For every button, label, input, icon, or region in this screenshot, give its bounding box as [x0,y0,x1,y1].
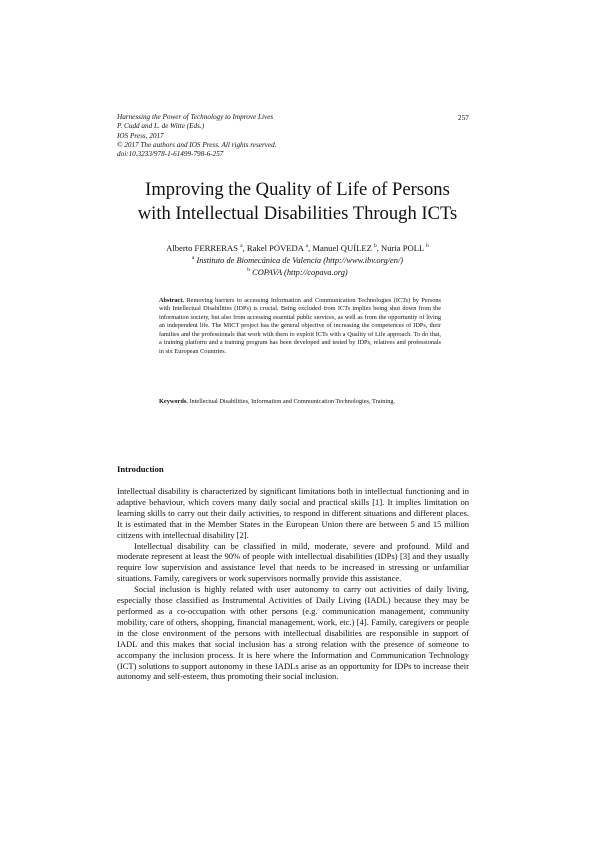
body-text [117,486,469,682]
title-line-2: with Intellectual Disabilities Through ICTs [137,203,458,224]
author-name: Manuel QUÍLEZ [312,242,372,253]
author-affiliation-mark: b [426,243,429,249]
publisher: IOS Press, 2017 [117,131,164,140]
paper-title [100,178,495,226]
paragraph: Intellectual disability can be classified in mild, moderate, severe and profound. Mild and moderate represent at least the 90% of people with intellectual disabilities (IDPs) [3] and they usually require low supervision and assistance level that needs to be increased in stressing or unfamiliar situations. Family, caregivers or work supervisors normally provide this assistance. [117,540,469,584]
page-number: 257 [457,113,469,122]
affiliation-text: COPAVA (http://copava.org) [252,267,348,277]
running-header [117,113,469,159]
abstract-label: Abstract. [159,297,185,304]
keywords [159,398,441,406]
keywords-text: Intellectual Disabilities, Information and Communication Technologies, Training. [189,398,396,405]
author-affiliation-mark: b [374,243,377,249]
affiliation [100,264,495,279]
author-affiliation-mark: a [240,243,243,249]
section-heading: Introduction [117,464,164,474]
author-name: Alberto FERRERAS [166,242,239,253]
paragraph: Intellectual disability is characterized by significant limitations both in intellectual functioning and in adaptive behaviour, which covers many daily social and practical skills [1]. It implies limitation on learning skills to carry out their daily activities, to respond in different situations and different places. It is estimated that in the Member States in the European Union there are between 5 and 15 million citizens with intellectual disability [2]. [117,486,469,540]
book-title: Harnessing the Power of Technology to Improve Lives [117,113,274,121]
doi: doi:10.3233/978-1-61499-798-6-257 [117,150,224,159]
title-line-1: Improving the Quality of Life of Persons [145,179,450,200]
abstract-text: Removing barriers to accessing Information and Communication Technologies (ICTs) by Persons with Intellectual Disabilities (IDPs) is crucial. Being excluded from ICTs implies being shut down from the information society, but also from accessing essential public services, as well as from the opportunity of living an independent life. The MICT project has the general objective of increasing the competences of IDPs, their families and the professionals that work with them to exploit ICTs with a Quality of Life approach. To do that, a training platform and a training program has been developed and tested by IDPs, relatives and professionals in six European Countries. [159,297,441,355]
abstract [159,297,441,356]
editors: P. Cudd and L. de Witte (Eds.) [117,122,205,131]
author-name: Nuria POLL [381,242,424,253]
copyright: © 2017 The authors and IOS Press. All rights reserved. [117,140,277,149]
affiliation-mark: a [191,255,195,261]
author-affiliation-mark: a [305,243,309,249]
affiliation-text: Instituto de Biomecánica de Valencia (http://www.ibv.org/en/) [196,255,404,265]
author-list: Alberto FERRERAS $^a$, Rakel POVEDA $^a$, Manuel QUÍLEZ $^b$, Nuria POLL $^b$ [166,242,429,253]
keywords-label: Keywords. [159,398,188,405]
author-name: Rakel POVEDA [246,242,304,253]
affiliation-mark: b [247,267,251,273]
paragraph: Social inclusion is highly related with user autonomy to carry out activities of daily living, especially those classified as Instrumental Activities of Daily Living (IADL) because they may be performed as a co-occupation with other persons (e.g. communication management, community mobility, care of others, shopping, financial management, work, etc.) [4]. Family, caregivers or people in the close environment of the persons with intellectual disabilities are responsible in support of IADL and this makes that social inclusion has a strong relation with the presence of someone to accompany the inclusion process. It is here where the Information and Communication Technology (ICT) solutions to support autonomy in these IADLs arise as an opportunity for IDPs to increase their autonomy and self-esteem, thus promoting their social inclusion. [117,584,469,682]
